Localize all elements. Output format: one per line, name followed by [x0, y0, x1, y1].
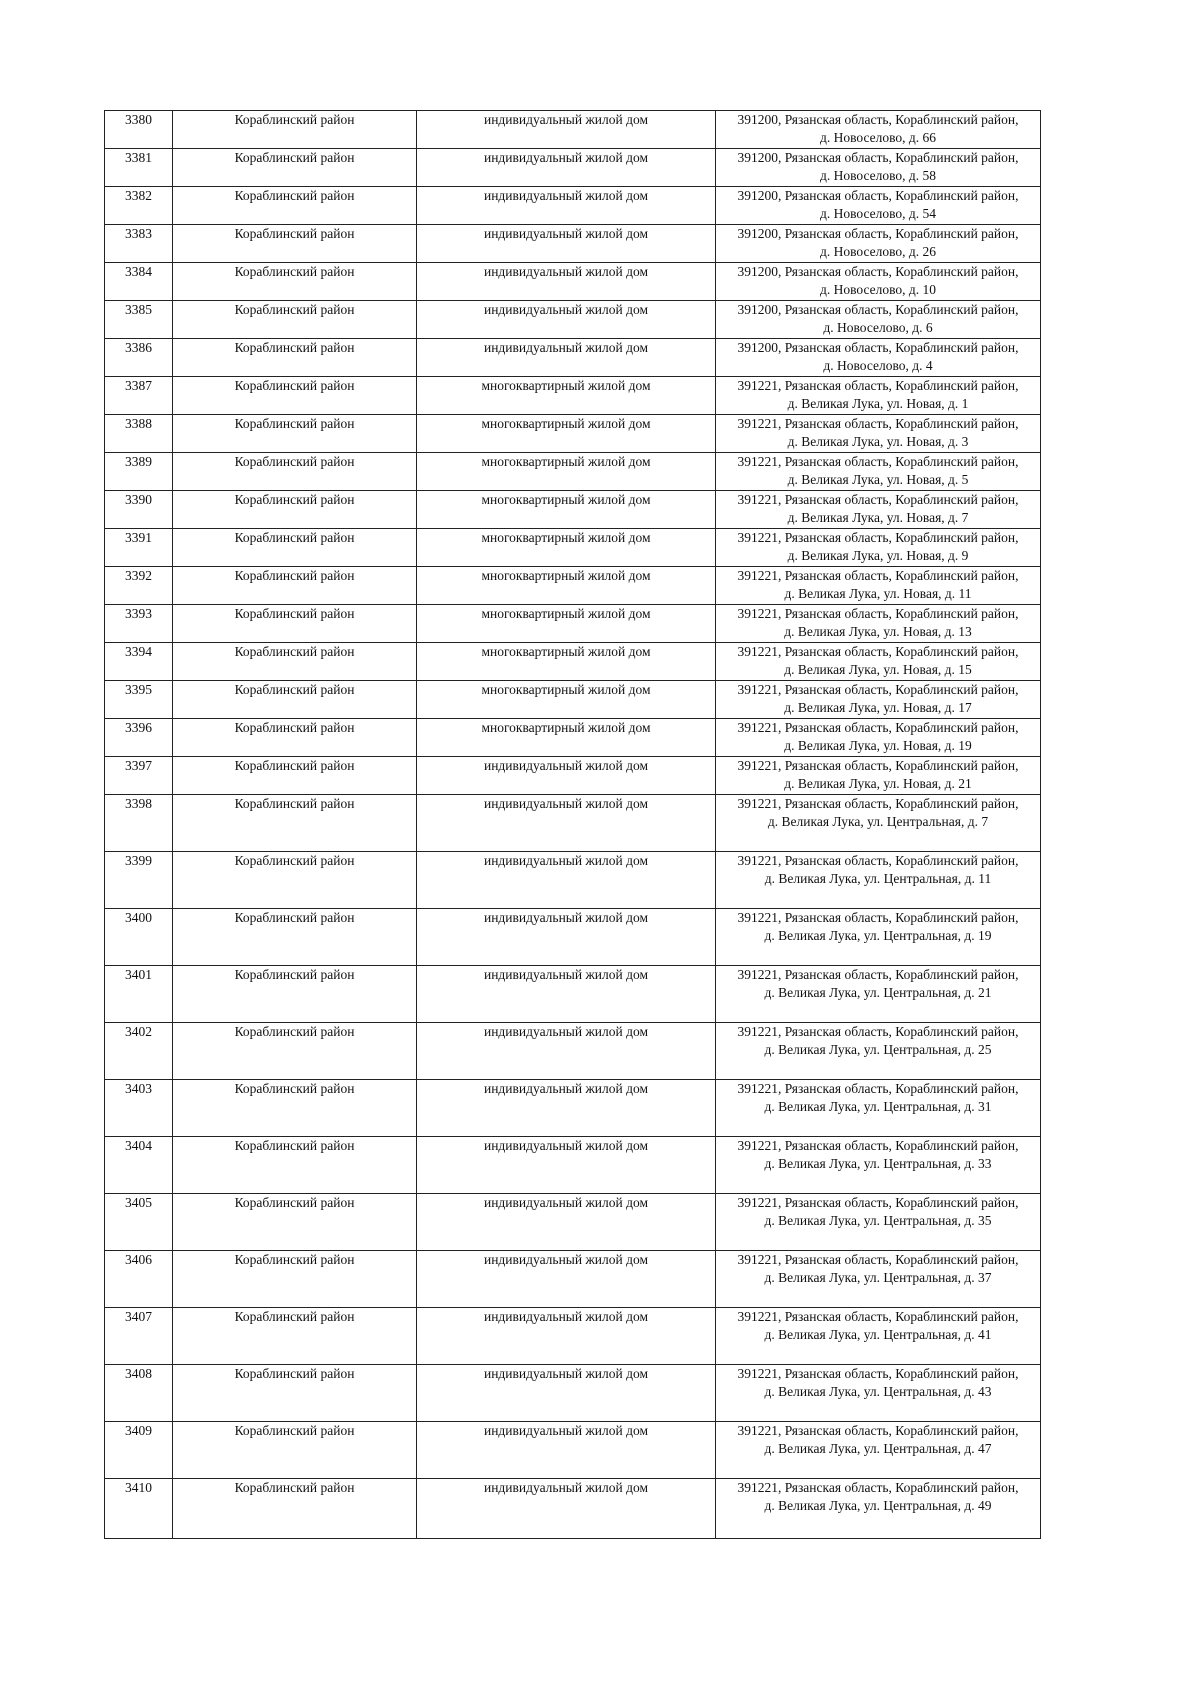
address-cell: [716, 681, 1041, 719]
district-cell: Кораблинский район: [173, 1251, 417, 1308]
row-number: 3396: [105, 719, 173, 757]
row-number: 3399: [105, 852, 173, 909]
district-cell: Кораблинский район: [173, 795, 417, 852]
table-row: [105, 377, 1041, 415]
district-cell: Кораблинский район: [173, 225, 417, 263]
address-line-2: д. Великая Лука, ул. Центральная, д. 47: [764, 1441, 992, 1456]
table-row: [105, 966, 1041, 1023]
row-number: 3397: [105, 757, 173, 795]
district-cell: Кораблинский район: [173, 187, 417, 225]
district-cell: Кораблинский район: [173, 111, 417, 149]
building-type-cell: индивидуальный жилой дом: [417, 966, 716, 1023]
row-number: 3385: [105, 301, 173, 339]
address-line-1: 391200, Рязанская область, Кораблинский район,: [737, 226, 1019, 241]
district-cell: Кораблинский район: [173, 1365, 417, 1422]
table-row: [105, 1479, 1041, 1539]
row-number: 3390: [105, 491, 173, 529]
address-line-1: 391200, Рязанская область, Кораблинский район,: [737, 340, 1019, 355]
address-cell: [716, 149, 1041, 187]
district-cell: Кораблинский район: [173, 149, 417, 187]
building-type-cell: многоквартирный жилой дом: [417, 377, 716, 415]
address-line-1: 391221, Рязанская область, Кораблинский район,: [737, 416, 1019, 431]
address-cell: [716, 1080, 1041, 1137]
building-type-cell: многоквартирный жилой дом: [417, 529, 716, 567]
address-line-1: 391221, Рязанская область, Кораблинский район,: [737, 1024, 1019, 1039]
address-line-1: 391200, Рязанская область, Кораблинский район,: [737, 150, 1019, 165]
address-cell: [716, 1251, 1041, 1308]
building-type-cell: индивидуальный жилой дом: [417, 852, 716, 909]
row-number: 3398: [105, 795, 173, 852]
address-cell: [716, 605, 1041, 643]
district-cell: Кораблинский район: [173, 605, 417, 643]
address-line-1: 391221, Рязанская область, Кораблинский район,: [737, 606, 1019, 621]
building-type-cell: многоквартирный жилой дом: [417, 643, 716, 681]
address-line-2: д. Великая Лука, ул. Центральная, д. 41: [764, 1327, 992, 1342]
row-number: 3383: [105, 225, 173, 263]
address-line-1: 391221, Рязанская область, Кораблинский район,: [737, 492, 1019, 507]
address-line-2: д. Новоселово, д. 4: [823, 358, 933, 373]
district-cell: Кораблинский район: [173, 1137, 417, 1194]
address-line-2: д. Великая Лука, ул. Новая, д. 7: [787, 510, 969, 525]
address-cell: [716, 1365, 1041, 1422]
address-line-1: 391221, Рязанская область, Кораблинский район,: [737, 1138, 1019, 1153]
table-row: [105, 339, 1041, 377]
district-cell: Кораблинский район: [173, 1194, 417, 1251]
address-line-1: 391221, Рязанская область, Кораблинский район,: [737, 682, 1019, 697]
address-line-1: 391221, Рязанская область, Кораблинский район,: [737, 568, 1019, 583]
district-cell: Кораблинский район: [173, 757, 417, 795]
address-cell: [716, 529, 1041, 567]
address-line-1: 391200, Рязанская область, Кораблинский район,: [737, 264, 1019, 279]
row-number: 3389: [105, 453, 173, 491]
address-cell: [716, 1479, 1041, 1539]
district-cell: Кораблинский район: [173, 1080, 417, 1137]
address-line-1: 391221, Рязанская область, Кораблинский район,: [737, 530, 1019, 545]
row-number: 3409: [105, 1422, 173, 1479]
district-cell: Кораблинский район: [173, 301, 417, 339]
address-cell: [716, 1194, 1041, 1251]
address-line-1: 391221, Рязанская область, Кораблинский район,: [737, 758, 1019, 773]
district-cell: Кораблинский район: [173, 966, 417, 1023]
row-number: 3391: [105, 529, 173, 567]
district-cell: Кораблинский район: [173, 643, 417, 681]
table-row: [105, 852, 1041, 909]
row-number: 3386: [105, 339, 173, 377]
row-number: 3388: [105, 415, 173, 453]
address-line-2: д. Великая Лука, ул. Центральная, д. 33: [764, 1156, 992, 1171]
table-row: [105, 225, 1041, 263]
row-number: 3406: [105, 1251, 173, 1308]
address-line-2: д. Великая Лука, ул. Центральная, д. 25: [764, 1042, 992, 1057]
address-line-2: д. Великая Лука, ул. Центральная, д. 19: [764, 928, 992, 943]
district-cell: Кораблинский район: [173, 377, 417, 415]
row-number: 3387: [105, 377, 173, 415]
table-row: [105, 263, 1041, 301]
building-type-cell: многоквартирный жилой дом: [417, 491, 716, 529]
table-row: [105, 1251, 1041, 1308]
address-line-1: 391221, Рязанская область, Кораблинский район,: [737, 1480, 1019, 1495]
district-cell: Кораблинский район: [173, 491, 417, 529]
building-type-cell: индивидуальный жилой дом: [417, 1137, 716, 1194]
address-line-1: 391221, Рязанская область, Кораблинский район,: [737, 910, 1019, 925]
address-cell: [716, 225, 1041, 263]
table-row: [105, 567, 1041, 605]
row-number: 3394: [105, 643, 173, 681]
address-line-2: д. Великая Лука, ул. Центральная, д. 43: [764, 1384, 992, 1399]
address-cell: [716, 719, 1041, 757]
building-type-cell: многоквартирный жилой дом: [417, 605, 716, 643]
address-line-2: д. Великая Лука, ул. Центральная, д. 37: [764, 1270, 992, 1285]
table-row: [105, 149, 1041, 187]
address-cell: [716, 339, 1041, 377]
row-number: 3408: [105, 1365, 173, 1422]
building-type-cell: индивидуальный жилой дом: [417, 339, 716, 377]
address-line-2: д. Великая Лука, ул. Новая, д. 13: [784, 624, 972, 639]
registry-table-body: [105, 111, 1041, 1539]
row-number: 3380: [105, 111, 173, 149]
table-row: [105, 1137, 1041, 1194]
row-number: 3407: [105, 1308, 173, 1365]
building-type-cell: индивидуальный жилой дом: [417, 149, 716, 187]
row-number: 3393: [105, 605, 173, 643]
address-line-1: 391221, Рязанская область, Кораблинский район,: [737, 1366, 1019, 1381]
address-line-1: 391221, Рязанская область, Кораблинский район,: [737, 644, 1019, 659]
row-number: 3400: [105, 909, 173, 966]
building-type-cell: индивидуальный жилой дом: [417, 187, 716, 225]
building-type-cell: индивидуальный жилой дом: [417, 795, 716, 852]
address-cell: [716, 1308, 1041, 1365]
address-line-2: д. Новоселово, д. 66: [819, 130, 937, 145]
district-cell: Кораблинский район: [173, 529, 417, 567]
building-type-cell: индивидуальный жилой дом: [417, 757, 716, 795]
district-cell: Кораблинский район: [173, 339, 417, 377]
row-number: 3384: [105, 263, 173, 301]
district-cell: Кораблинский район: [173, 852, 417, 909]
district-cell: Кораблинский район: [173, 1422, 417, 1479]
address-line-1: 391221, Рязанская область, Кораблинский район,: [737, 378, 1019, 393]
row-number: 3405: [105, 1194, 173, 1251]
building-type-cell: индивидуальный жилой дом: [417, 111, 716, 149]
address-line-2: д. Великая Лука, ул. Новая, д. 9: [787, 548, 969, 563]
address-line-1: 391200, Рязанская область, Кораблинский район,: [737, 188, 1019, 203]
row-number: 3392: [105, 567, 173, 605]
building-type-cell: многоквартирный жилой дом: [417, 415, 716, 453]
address-line-2: д. Великая Лука, ул. Центральная, д. 21: [764, 985, 992, 1000]
address-line-2: д. Великая Лука, ул. Новая, д. 21: [784, 776, 972, 791]
row-number: 3410: [105, 1479, 173, 1539]
table-row: [105, 1308, 1041, 1365]
address-line-1: 391221, Рязанская область, Кораблинский район,: [737, 796, 1019, 811]
address-line-2: д. Великая Лука, ул. Новая, д. 11: [784, 586, 972, 601]
row-number: 3401: [105, 966, 173, 1023]
address-cell: [716, 966, 1041, 1023]
address-cell: [716, 111, 1041, 149]
address-line-2: д. Великая Лука, ул. Центральная, д. 49: [764, 1498, 992, 1513]
table-row: [105, 795, 1041, 852]
address-line-1: 391221, Рязанская область, Кораблинский район,: [737, 1081, 1019, 1096]
address-cell: [716, 453, 1041, 491]
housing-registry-table: [104, 110, 1041, 1539]
building-type-cell: индивидуальный жилой дом: [417, 263, 716, 301]
address-cell: [716, 757, 1041, 795]
table-row: [105, 529, 1041, 567]
address-line-2: д. Великая Лука, ул. Центральная, д. 7: [767, 814, 989, 829]
district-cell: Кораблинский район: [173, 681, 417, 719]
address-cell: [716, 415, 1041, 453]
address-line-1: 391200, Рязанская область, Кораблинский район,: [737, 112, 1019, 127]
address-cell: [716, 852, 1041, 909]
address-line-1: 391221, Рязанская область, Кораблинский район,: [737, 1423, 1019, 1438]
building-type-cell: индивидуальный жилой дом: [417, 1422, 716, 1479]
address-line-2: д. Новоселово, д. 54: [819, 206, 937, 221]
address-line-2: д. Великая Лука, ул. Новая, д. 17: [784, 700, 972, 715]
address-cell: [716, 263, 1041, 301]
table-row: [105, 187, 1041, 225]
table-row: [105, 301, 1041, 339]
address-line-1: 391221, Рязанская область, Кораблинский район,: [737, 967, 1019, 982]
address-line-1: 391200, Рязанская область, Кораблинский район,: [737, 302, 1019, 317]
address-line-2: д. Великая Лука, ул. Центральная, д. 35: [764, 1213, 992, 1228]
district-cell: Кораблинский район: [173, 719, 417, 757]
address-cell: [716, 795, 1041, 852]
building-type-cell: индивидуальный жилой дом: [417, 1308, 716, 1365]
row-number: 3381: [105, 149, 173, 187]
building-type-cell: индивидуальный жилой дом: [417, 1365, 716, 1422]
address-cell: [716, 377, 1041, 415]
address-cell: [716, 491, 1041, 529]
building-type-cell: индивидуальный жилой дом: [417, 225, 716, 263]
district-cell: Кораблинский район: [173, 1308, 417, 1365]
building-type-cell: многоквартирный жилой дом: [417, 719, 716, 757]
building-type-cell: многоквартирный жилой дом: [417, 567, 716, 605]
district-cell: Кораблинский район: [173, 567, 417, 605]
address-line-2: д. Новоселово, д. 58: [819, 168, 937, 183]
address-cell: [716, 909, 1041, 966]
building-type-cell: индивидуальный жилой дом: [417, 1251, 716, 1308]
building-type-cell: индивидуальный жилой дом: [417, 1194, 716, 1251]
address-cell: [716, 567, 1041, 605]
table-row: [105, 453, 1041, 491]
table-row: [105, 1422, 1041, 1479]
address-line-2: д. Новоселово, д. 10: [819, 282, 937, 297]
address-line-2: д. Великая Лука, ул. Новая, д. 19: [784, 738, 972, 753]
address-line-2: д. Новоселово, д. 6: [823, 320, 933, 335]
address-line-1: 391221, Рязанская область, Кораблинский район,: [737, 853, 1019, 868]
table-row: [105, 1365, 1041, 1422]
building-type-cell: индивидуальный жилой дом: [417, 301, 716, 339]
row-number: 3403: [105, 1080, 173, 1137]
building-type-cell: индивидуальный жилой дом: [417, 1023, 716, 1080]
table-row: [105, 605, 1041, 643]
address-line-1: 391221, Рязанская область, Кораблинский район,: [737, 720, 1019, 735]
address-cell: [716, 301, 1041, 339]
address-line-2: д. Великая Лука, ул. Новая, д. 1: [787, 396, 969, 411]
address-line-1: 391221, Рязанская область, Кораблинский район,: [737, 454, 1019, 469]
address-line-2: д. Великая Лука, ул. Центральная, д. 11: [764, 871, 992, 886]
district-cell: Кораблинский район: [173, 453, 417, 491]
row-number: 3382: [105, 187, 173, 225]
table-row: [105, 415, 1041, 453]
district-cell: Кораблинский район: [173, 1479, 417, 1539]
address-line-1: 391221, Рязанская область, Кораблинский район,: [737, 1309, 1019, 1324]
table-row: [105, 643, 1041, 681]
district-cell: Кораблинский район: [173, 263, 417, 301]
table-row: [105, 909, 1041, 966]
address-line-2: д. Великая Лука, ул. Новая, д. 3: [787, 434, 969, 449]
building-type-cell: многоквартирный жилой дом: [417, 681, 716, 719]
address-line-2: д. Великая Лука, ул. Новая, д. 15: [784, 662, 972, 677]
district-cell: Кораблинский район: [173, 1023, 417, 1080]
table-row: [105, 719, 1041, 757]
table-row: [105, 1023, 1041, 1080]
address-line-1: 391221, Рязанская область, Кораблинский район,: [737, 1195, 1019, 1210]
table-row: [105, 681, 1041, 719]
address-cell: [716, 1137, 1041, 1194]
address-cell: [716, 643, 1041, 681]
building-type-cell: индивидуальный жилой дом: [417, 909, 716, 966]
address-cell: [716, 1023, 1041, 1080]
district-cell: Кораблинский район: [173, 909, 417, 966]
address-line-2: д. Новоселово, д. 26: [819, 244, 937, 259]
building-type-cell: индивидуальный жилой дом: [417, 1080, 716, 1137]
row-number: 3402: [105, 1023, 173, 1080]
address-cell: [716, 187, 1041, 225]
table-row: [105, 1080, 1041, 1137]
address-cell: [716, 1422, 1041, 1479]
row-number: 3395: [105, 681, 173, 719]
building-type-cell: многоквартирный жилой дом: [417, 453, 716, 491]
table-row: [105, 1194, 1041, 1251]
table-row: [105, 757, 1041, 795]
address-line-2: д. Великая Лука, ул. Новая, д. 5: [787, 472, 969, 487]
table-row: [105, 111, 1041, 149]
address-line-2: д. Великая Лука, ул. Центральная, д. 31: [764, 1099, 992, 1114]
row-number: 3404: [105, 1137, 173, 1194]
district-cell: Кораблинский район: [173, 415, 417, 453]
building-type-cell: индивидуальный жилой дом: [417, 1479, 716, 1539]
address-line-1: 391221, Рязанская область, Кораблинский район,: [737, 1252, 1019, 1267]
table-row: [105, 491, 1041, 529]
